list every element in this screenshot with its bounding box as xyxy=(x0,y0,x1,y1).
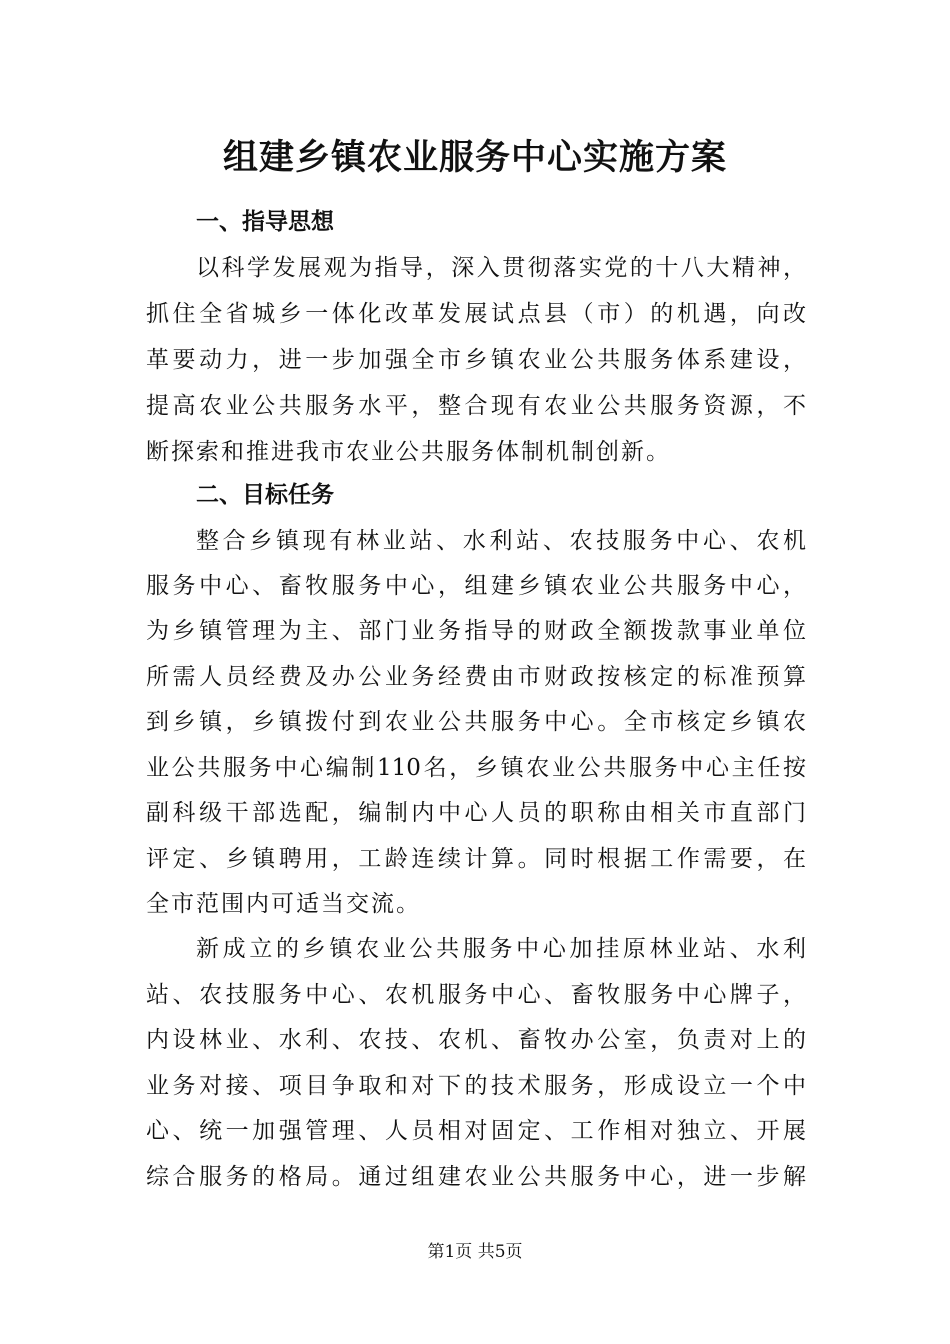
page-number-footer: 第1页 共5页 xyxy=(427,1242,523,1262)
paragraph-line: 站、农技服务中心、农机服务中心、畜牧服务中心牌子， xyxy=(146,982,806,1008)
paragraph-line: 业务对接、项目争取和对下的技术服务，形成设立一个中 xyxy=(146,1073,806,1099)
paragraph-line: 副科级干部选配，编制内中心人员的职称由相关市直部门 xyxy=(146,800,806,826)
paragraph-line: 为乡镇管理为主、部门业务指导的财政全额拨款事业单位 xyxy=(146,618,806,644)
paragraph-line: 断探索和推进我市农业公共服务体制机制创新。 xyxy=(146,439,671,465)
paragraph-line: 内设林业、水利、农技、农机、畜牧办公室，负责对上的 xyxy=(146,1027,806,1053)
paragraph-line: 抓住全省城乡一体化改革发展试点县（市）的机遇，向改 xyxy=(146,301,806,327)
paragraph-line: 评定、乡镇聘用，工龄连续计算。同时根据工作需要，在 xyxy=(146,846,806,872)
paragraph-line: 综合服务的格局。通过组建农业公共服务中心，进一步解 xyxy=(146,1164,806,1190)
paragraph-line: 整合乡镇现有林业站、水利站、农技服务中心、农机 xyxy=(196,528,806,554)
paragraph-line: 业公共服务中心编制110名，乡镇农业公共服务中心主任按 xyxy=(146,755,806,781)
paragraph-line: 提高农业公共服务水平，整合现有农业公共服务资源，不 xyxy=(146,393,806,419)
paragraph-line: 新成立的乡镇农业公共服务中心加挂原林业站、水利 xyxy=(196,936,806,962)
paragraph-line: 以科学发展观为指导，深入贯彻落实党的十八大精神， xyxy=(196,255,806,281)
paragraph-line: 心、统一加强管理、人员相对固定、工作相对独立、开展 xyxy=(146,1118,806,1144)
paragraph-line: 革要动力，进一步加强全市乡镇农业公共服务体系建设， xyxy=(146,347,806,373)
section-heading-guiding-ideology: 一、指导思想 xyxy=(196,208,334,235)
document-title: 组建乡镇农业服务中心实施方案 xyxy=(222,137,727,178)
paragraph-line: 到乡镇，乡镇拨付到农业公共服务中心。全市核定乡镇农 xyxy=(146,709,806,735)
section-heading-goals-tasks: 二、目标任务 xyxy=(196,481,334,508)
paragraph-line: 全市范围内可适当交流。 xyxy=(146,891,421,917)
paragraph-line: 所需人员经费及办公业务经费由市财政按核定的标准预算 xyxy=(146,664,806,690)
paragraph-line: 服务中心、畜牧服务中心，组建乡镇农业公共服务中心， xyxy=(146,573,806,599)
